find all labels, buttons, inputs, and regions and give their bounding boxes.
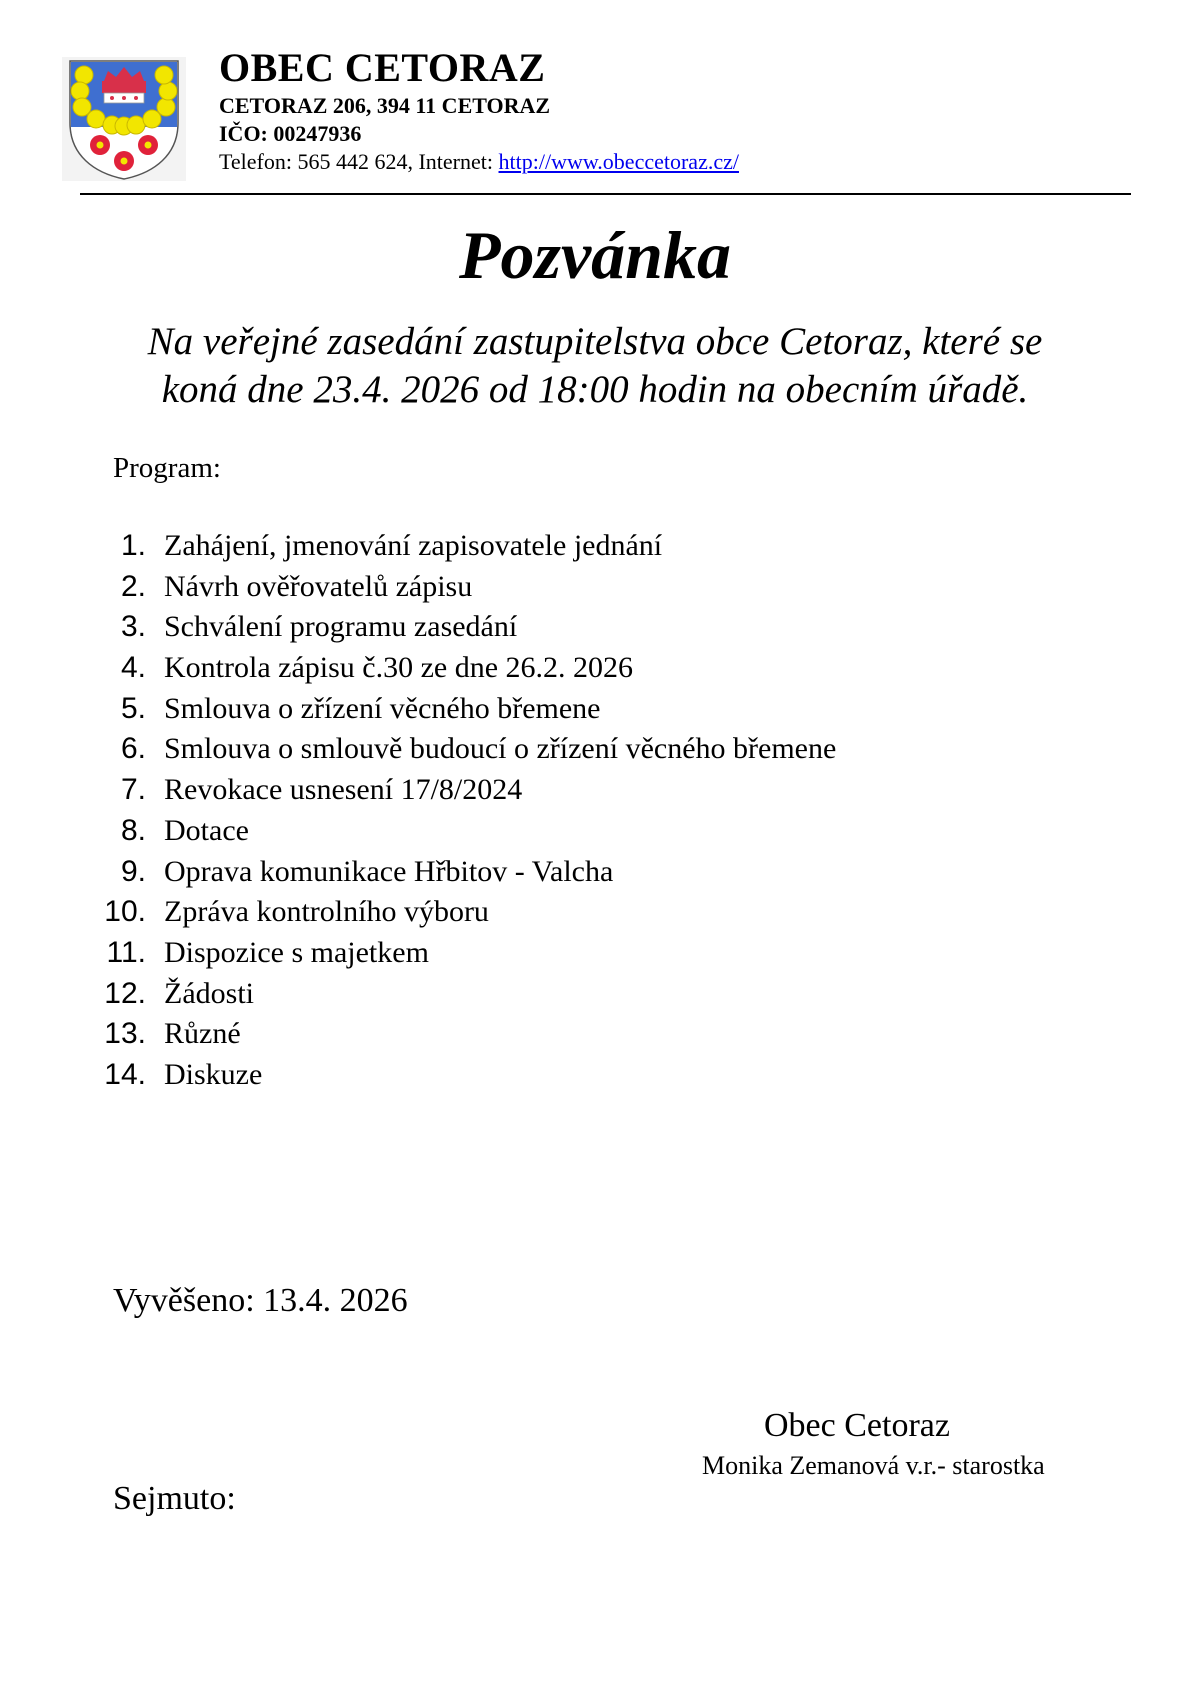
agenda-item	[100, 892, 836, 933]
agenda-item	[100, 648, 836, 689]
signature-org: Obec Cetoraz	[764, 1407, 950, 1444]
invitation-intro	[0, 318, 1190, 414]
agenda-item	[100, 852, 836, 893]
agenda-number: 4.	[120, 651, 146, 685]
removed-date: Sejmuto:	[113, 1480, 236, 1517]
agenda-number: 5.	[120, 691, 146, 725]
agenda-text: Zahájení, jmenování zapisovatele jednání	[164, 529, 663, 562]
signature-person: Monika Zemanová v.r.- starostka	[702, 1451, 1045, 1480]
org-contact	[219, 149, 739, 175]
agenda-text: Kontrola zápisu č.30 ze dne 26.2. 2026	[164, 651, 634, 685]
agenda-number: 7.	[120, 773, 146, 807]
agenda-text: Žádosti	[164, 976, 254, 1010]
agenda-text: Různé	[164, 1017, 241, 1051]
coat-of-arms-icon	[62, 57, 186, 181]
agenda-number: 11.	[106, 935, 146, 969]
agenda-item	[100, 770, 836, 811]
agenda-number: 6.	[120, 732, 146, 766]
agenda-number: 2.	[120, 569, 146, 603]
agenda-text: Dispozice s majetkem	[164, 935, 429, 969]
agenda-text: Oprava komunikace Hřbitov - Valcha	[164, 854, 614, 888]
agenda-number: 12.	[104, 976, 146, 1010]
agenda-text: Revokace usnesení 17/8/2024	[164, 773, 523, 807]
agenda-item	[100, 526, 836, 567]
agenda-text: Smlouva o zřízení věcného břemene	[164, 691, 601, 725]
website-link[interactable]: http://www.obeccetoraz.cz/	[498, 149, 739, 174]
agenda-number: 1.	[120, 529, 146, 562]
agenda-number: 10.	[104, 895, 146, 929]
posted-date: Vyvěšeno: 13.4. 2026	[113, 1282, 408, 1319]
agenda-number: 13.	[104, 1017, 146, 1051]
org-address: CETORAZ 206, 394 11 CETORAZ	[219, 93, 551, 118]
agenda-item	[100, 567, 836, 608]
intro-line-2: koná dne 23.4. 2026 od 18:00 hodin na obecním úřadě.	[161, 368, 1029, 411]
agenda-number: 9.	[120, 854, 146, 888]
header-divider	[80, 193, 1131, 195]
agenda-text: Zpráva kontrolního výboru	[164, 895, 489, 929]
agenda-number: 14.	[104, 1057, 146, 1091]
intro-line-1: Na veřejné zasedání zastupitelstva obce Cetoraz, které se	[147, 320, 1043, 363]
agenda-item	[100, 689, 836, 730]
agenda-text: Diskuze	[164, 1057, 263, 1091]
agenda-item	[100, 1055, 836, 1096]
agenda-text: Schválení programu zasedání	[164, 610, 518, 644]
program-label: Program:	[113, 452, 221, 484]
agenda-list	[100, 526, 836, 1096]
document-title: Pozvánka	[459, 217, 731, 293]
org-name: OBEC CETORAZ	[219, 45, 546, 90]
agenda-item	[100, 729, 836, 770]
agenda-item	[100, 1014, 836, 1055]
phone-text: Telefon: 565 442 624, Internet:	[219, 149, 499, 174]
agenda-number: 8.	[120, 813, 146, 847]
agenda-item	[100, 933, 836, 974]
agenda-item	[100, 607, 836, 648]
agenda-text: Smlouva o smlouvě budoucí o zřízení věcného břemene	[164, 732, 837, 766]
agenda-item	[100, 974, 836, 1015]
agenda-item	[100, 811, 836, 852]
agenda-number: 3.	[120, 610, 146, 644]
agenda-text: Dotace	[164, 813, 249, 847]
agenda-text: Návrh ověřovatelů zápisu	[164, 569, 473, 603]
org-ico: IČO: 00247936	[219, 121, 362, 146]
